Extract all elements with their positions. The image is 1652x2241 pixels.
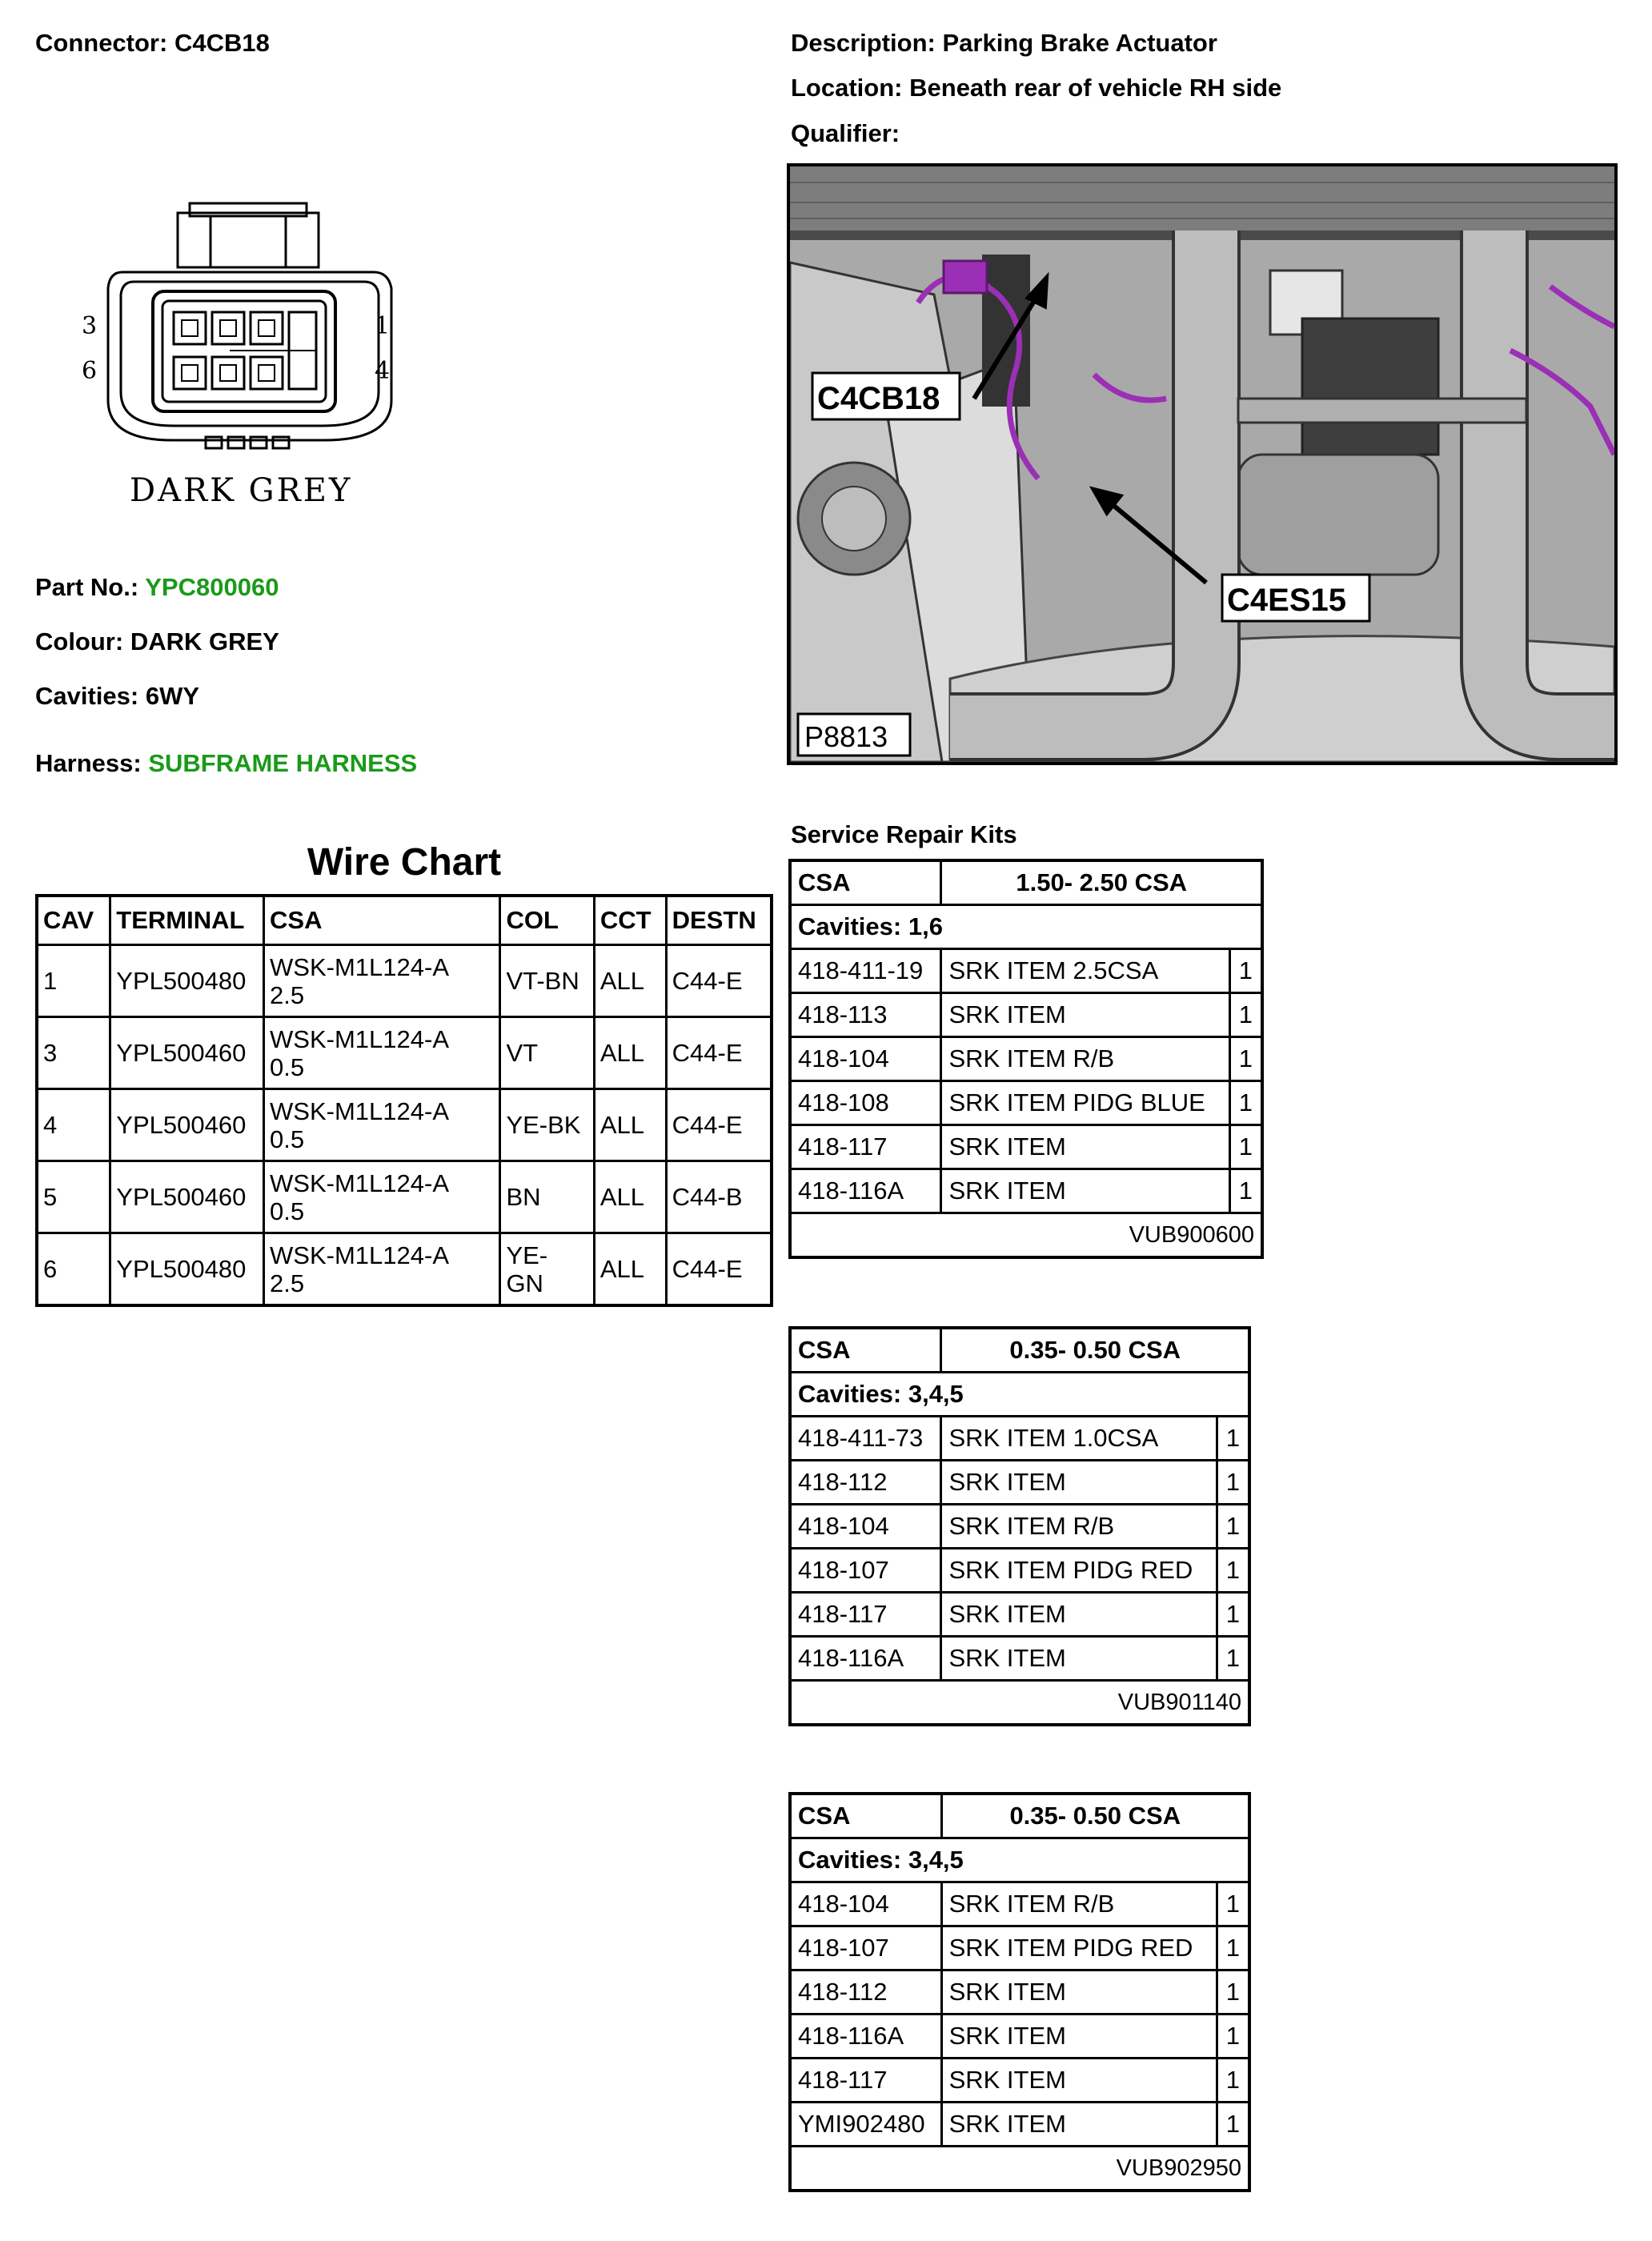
kit-item-qty: 1 <box>1217 1926 1249 1970</box>
table-row <box>790 1417 1249 1461</box>
connector-label: Connector: <box>35 29 168 57</box>
cell-csa <box>264 1233 500 1306</box>
cell-terminal: YPL500480 <box>110 1233 264 1306</box>
kit-cavities-row <box>790 1373 1249 1417</box>
kit-item-qty: 1 <box>1229 949 1262 993</box>
kit-item-qty: 1 <box>1217 2059 1249 2103</box>
service-kit-table-3 <box>788 1792 1251 2192</box>
csa-spec: WSK-M1L124-A <box>270 1096 449 1125</box>
table-row <box>790 1593 1249 1637</box>
connector-colour-caption: DARK GREY <box>130 472 353 509</box>
cell-terminal: YPL500460 <box>110 1017 264 1089</box>
kit-item-qty: 1 <box>1217 1505 1249 1549</box>
col-line-2: GN <box>506 1269 543 1297</box>
description-value: Parking Brake Actuator <box>942 29 1217 57</box>
pin-number-6: 6 <box>82 357 98 385</box>
cell-destn: C44-E <box>666 945 772 1017</box>
csa-size: 0.5 <box>270 1125 305 1153</box>
kit-item-code: 418-112 <box>790 1970 941 2014</box>
kit-item-qty: 1 <box>1229 1125 1262 1169</box>
kit-item-name: SRK ITEM <box>941 1970 1217 2014</box>
kit-item-name: SRK ITEM <box>941 1169 1229 1213</box>
kit-item-name: SRK ITEM PIDG RED <box>941 1926 1217 1970</box>
part-no-value: YPC800060 <box>145 573 279 601</box>
cell-col <box>500 1161 594 1233</box>
kit-cavities: Cavities: 3,4,5 <box>790 1373 1249 1417</box>
kit-item-name: SRK ITEM <box>941 2014 1217 2059</box>
kit-item-name: SRK ITEM <box>941 1593 1217 1637</box>
kit-item-qty: 1 <box>1217 1417 1249 1461</box>
table-row <box>790 1505 1249 1549</box>
csa-size: 0.5 <box>270 1052 305 1081</box>
cell-cav: 3 <box>37 1017 110 1089</box>
kit-item-qty: 1 <box>1229 1037 1262 1081</box>
service-kit-table-2 <box>788 1326 1251 1726</box>
kit-number: VUB901140 <box>790 1681 1249 1726</box>
kit-item-qty: 1 <box>1217 2103 1249 2147</box>
kit-item-qty: 1 <box>1229 1169 1262 1213</box>
kit-item-code: YMI902480 <box>790 2103 941 2147</box>
kit-item-name: SRK ITEM <box>941 993 1229 1037</box>
cell-cct: ALL <box>594 1089 666 1161</box>
cell-cav: 1 <box>37 945 110 1017</box>
kit-item-name: SRK ITEM PIDG RED <box>941 1549 1217 1593</box>
kit-item-qty: 1 <box>1229 1081 1262 1125</box>
header-csa: CSA <box>264 896 500 945</box>
wire-chart-table <box>35 894 773 1307</box>
kit-item-code: 418-104 <box>790 1037 941 1081</box>
service-kits-title: Service Repair Kits <box>791 820 1017 848</box>
cavities-line <box>35 682 199 711</box>
kit-item-name: SRK ITEM 1.0CSA <box>941 1417 1217 1461</box>
kit-item-qty: 1 <box>1217 1549 1249 1593</box>
pin-number-4: 4 <box>375 357 391 385</box>
col-line-1: YE-BK <box>506 1111 581 1139</box>
pin-number-3: 3 <box>82 312 98 340</box>
kit-item-qty: 1 <box>1229 993 1262 1037</box>
kit-csa-label: CSA <box>790 1328 941 1373</box>
kit-item-qty: 1 <box>1217 1593 1249 1637</box>
kit-item-code: 418-411-73 <box>790 1417 941 1461</box>
cell-col <box>500 1089 594 1161</box>
table-row <box>790 1637 1249 1681</box>
table-row <box>790 1081 1262 1125</box>
connector-line <box>35 29 270 58</box>
cell-csa <box>264 1161 500 1233</box>
cell-terminal: YPL500460 <box>110 1161 264 1233</box>
csa-spec: WSK-M1L124-A <box>270 1169 449 1197</box>
cell-col <box>500 1017 594 1089</box>
colour-label: Colour: <box>35 627 124 655</box>
col-line-1: YE- <box>506 1241 548 1269</box>
cell-csa <box>264 945 500 1017</box>
kit-item-code: 418-113 <box>790 993 941 1037</box>
col-line-1: VT-BN <box>506 967 579 995</box>
service-kit-table-1 <box>788 859 1264 1259</box>
csa-size: 2.5 <box>270 980 305 1009</box>
wire-chart-title: Wire Chart <box>307 841 502 884</box>
table-row <box>790 949 1262 993</box>
kit-csa-label: CSA <box>790 860 941 905</box>
table-row <box>37 1089 772 1161</box>
cell-cav: 6 <box>37 1233 110 1306</box>
table-row <box>37 1017 772 1089</box>
kit-item-qty: 1 <box>1217 1637 1249 1681</box>
cell-terminal: YPL500480 <box>110 945 264 1017</box>
cell-cct: ALL <box>594 1161 666 1233</box>
kit-header-row <box>790 860 1262 905</box>
cell-destn: C44-E <box>666 1017 772 1089</box>
kit-item-code: 418-112 <box>790 1461 941 1505</box>
table-row <box>790 1549 1249 1593</box>
kit-cavities: Cavities: 3,4,5 <box>790 1838 1249 1882</box>
kit-item-code: 418-116A <box>790 1169 941 1213</box>
kit-item-name: SRK ITEM <box>941 2103 1217 2147</box>
table-row <box>37 1161 772 1233</box>
wire-chart-header-row <box>37 896 772 945</box>
pin-number-1: 1 <box>375 312 391 340</box>
csa-size: 2.5 <box>270 1269 305 1297</box>
harness-label: Harness: <box>35 749 142 777</box>
qualifier-label: Qualifier: <box>791 119 900 147</box>
description-line <box>791 29 1217 58</box>
table-row <box>37 1233 772 1306</box>
cell-col <box>500 1233 594 1306</box>
kit-item-name: SRK ITEM R/B <box>941 1882 1217 1926</box>
part-no-line <box>35 573 279 602</box>
kit-footer-row <box>790 1681 1249 1726</box>
kit-item-name: SRK ITEM <box>941 1125 1229 1169</box>
kit-item-name: SRK ITEM PIDG BLUE <box>941 1081 1229 1125</box>
cell-terminal: YPL500460 <box>110 1089 264 1161</box>
kit-item-name: SRK ITEM <box>941 2059 1217 2103</box>
photo-callout-c4cb18: C4CB18 <box>817 381 940 416</box>
kit-item-code: 418-116A <box>790 1637 941 1681</box>
kit-cavities: Cavities: 1,6 <box>790 905 1262 949</box>
kit-item-code: 418-117 <box>790 1593 941 1637</box>
kit-csa-label: CSA <box>790 1794 941 1838</box>
kit-item-code: 418-108 <box>790 1081 941 1125</box>
csa-spec: WSK-M1L124-A <box>270 1024 449 1053</box>
kit-cavities-row <box>790 905 1262 949</box>
cell-csa <box>264 1089 500 1161</box>
header-terminal: TERMINAL <box>110 896 264 945</box>
table-row <box>790 1970 1249 2014</box>
table-row <box>790 1037 1262 1081</box>
table-row <box>790 2059 1249 2103</box>
kit-footer-row <box>790 2147 1249 2191</box>
kit-item-code: 418-117 <box>790 2059 941 2103</box>
cell-cct: ALL <box>594 945 666 1017</box>
colour-value: DARK GREY <box>130 627 279 655</box>
kit-csa-range: 1.50- 2.50 CSA <box>941 860 1262 905</box>
kit-item-code: 418-107 <box>790 1926 941 1970</box>
harness-line <box>35 749 417 778</box>
cell-col <box>500 945 594 1017</box>
kit-header-row <box>790 1328 1249 1373</box>
kit-item-name: SRK ITEM <box>941 1637 1217 1681</box>
cell-cav: 4 <box>37 1089 110 1161</box>
col-line-1: VT <box>506 1039 539 1067</box>
kit-item-qty: 1 <box>1217 1882 1249 1926</box>
header-col: COL <box>500 896 594 945</box>
kit-item-code: 418-411-19 <box>790 949 941 993</box>
cavities-label: Cavities: <box>35 682 139 710</box>
kit-item-name: SRK ITEM R/B <box>941 1505 1217 1549</box>
table-row <box>790 1926 1249 1970</box>
kit-footer-row <box>790 1213 1262 1258</box>
photo-code: P8813 <box>804 720 888 753</box>
cell-destn: C44-E <box>666 1089 772 1161</box>
location-photo <box>787 163 1618 765</box>
kit-item-name: SRK ITEM <box>941 1461 1217 1505</box>
table-row <box>790 2103 1249 2147</box>
connector-value: C4CB18 <box>174 29 270 57</box>
kit-number: VUB900600 <box>790 1213 1262 1258</box>
cell-cct: ALL <box>594 1017 666 1089</box>
kit-item-qty: 1 <box>1217 2014 1249 2059</box>
csa-spec: WSK-M1L124-A <box>270 1241 449 1269</box>
kit-item-code: 418-104 <box>790 1882 941 1926</box>
location-value: Beneath rear of vehicle RH side <box>909 74 1282 102</box>
colour-line <box>35 627 279 656</box>
table-row <box>790 1882 1249 1926</box>
location-line <box>791 74 1281 102</box>
table-row <box>790 1125 1262 1169</box>
part-no-label: Part No.: <box>35 573 139 601</box>
header-cct: CCT <box>594 896 666 945</box>
cell-destn: C44-B <box>666 1161 772 1233</box>
kit-cavities-row <box>790 1838 1249 1882</box>
csa-size: 0.5 <box>270 1197 305 1225</box>
kit-item-qty: 1 <box>1217 1970 1249 2014</box>
kit-item-code: 418-116A <box>790 2014 941 2059</box>
description-label: Description: <box>791 29 936 57</box>
kit-item-code: 418-117 <box>790 1125 941 1169</box>
header-cav: CAV <box>37 896 110 945</box>
qualifier-line <box>791 119 900 148</box>
kit-csa-range: 0.35- 0.50 CSA <box>941 1328 1249 1373</box>
kit-item-name: SRK ITEM 2.5CSA <box>941 949 1229 993</box>
col-line-1: BN <box>506 1183 541 1211</box>
table-row <box>37 945 772 1017</box>
kit-header-row <box>790 1794 1249 1838</box>
kit-number: VUB902950 <box>790 2147 1249 2191</box>
table-row <box>790 1169 1262 1213</box>
table-row <box>790 1461 1249 1505</box>
location-label: Location: <box>791 74 903 102</box>
kit-item-code: 418-107 <box>790 1549 941 1593</box>
cell-cav: 5 <box>37 1161 110 1233</box>
cell-csa <box>264 1017 500 1089</box>
harness-value: SUBFRAME HARNESS <box>148 749 418 777</box>
kit-item-code: 418-104 <box>790 1505 941 1549</box>
table-row <box>790 993 1262 1037</box>
table-row <box>790 2014 1249 2059</box>
cell-destn: C44-E <box>666 1233 772 1306</box>
csa-spec: WSK-M1L124-A <box>270 952 449 981</box>
kit-item-qty: 1 <box>1217 1461 1249 1505</box>
vehicle-underside-illustration <box>790 166 1614 762</box>
kit-csa-range: 0.35- 0.50 CSA <box>941 1794 1249 1838</box>
kit-item-name: SRK ITEM R/B <box>941 1037 1229 1081</box>
photo-callout-c4es15: C4ES15 <box>1227 583 1346 618</box>
cell-cct: ALL <box>594 1233 666 1306</box>
cavities-value: 6WY <box>145 682 200 710</box>
header-destn: DESTN <box>666 896 772 945</box>
